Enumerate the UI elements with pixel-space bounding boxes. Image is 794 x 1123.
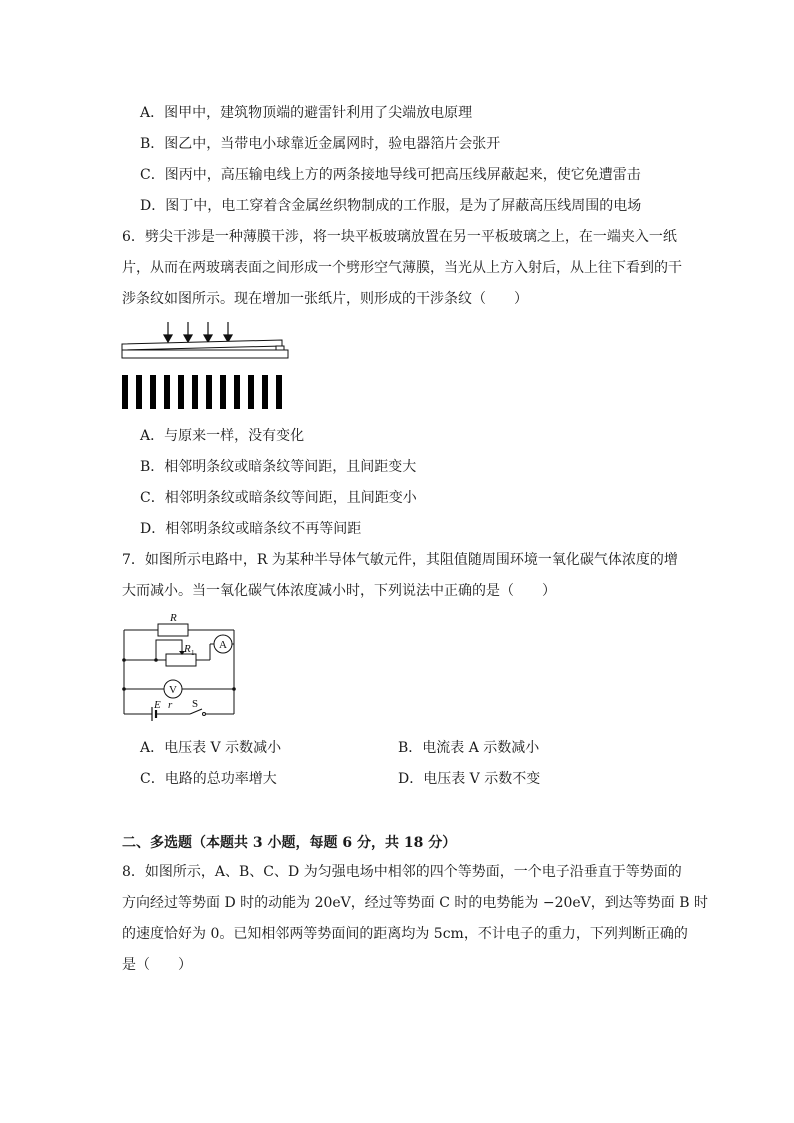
- q7-stem-line-1: 7．如图所示电路中，R 为某种半导体气敏元件，其阻值随周围环境一氧化碳气体浓度的增: [122, 552, 678, 568]
- section-title-multiple-choice: 二、多选题（本题共 3 小题，每题 6 分，共 18 分）: [122, 835, 457, 851]
- circuit-diagram: [118, 610, 243, 722]
- q6-stem-line-2: 片，从而在两玻璃表面之间形成一个劈形空气薄膜，当光从上方入射后，从上往下看到的干: [122, 260, 682, 276]
- interference-fringes: [122, 375, 282, 409]
- q7-option-a: A．电压表 V 示数减小: [140, 740, 282, 756]
- q6-stem-line-1: 6．劈尖干涉是一种薄膜干涉，将一块平板玻璃放置在另一平板玻璃之上，在一端夹入一纸: [122, 229, 677, 245]
- q8-stem-line-1: 8．如图所示，A、B、C、D 为匀强电场中相邻的四个等势面，一个电子沿垂直于等势面的: [122, 864, 682, 880]
- q5-option-a: A．图甲中，建筑物顶端的避雷针利用了尖端放电原理: [140, 105, 473, 121]
- bottom-glass-plate: [122, 350, 288, 358]
- q6-option-b: B．相邻明条纹或暗条纹等间距，且间距变大: [140, 459, 417, 475]
- q7-stem-line-2: 大而减小。当一氧化碳气体浓度减小时，下列说法中正确的是（ ）: [122, 583, 556, 599]
- q6-option-c: C．相邻明条纹或暗条纹等间距，且间距变小: [140, 490, 417, 506]
- resistor-r: [158, 624, 188, 636]
- q5-option-b: B．图乙中，当带电小球靠近金属网时，验电器箔片会张开: [140, 136, 501, 152]
- paper-spacer: [276, 346, 284, 350]
- label-a: A: [219, 639, 227, 651]
- q6-option-d: D．相邻明条纹或暗条纹不再等间距: [140, 521, 362, 537]
- q8-stem-line-4: 是（ ）: [122, 957, 192, 973]
- q5-option-c: C．图丙中，高压输电线上方的两条接地导线可把高压线屏蔽起来，使它免遭雷击: [140, 167, 641, 183]
- q8-stem-line-3: 的速度恰好为 0。已知相邻两等势面间的距离均为 5cm，不计电子的重力，下列判断正确的: [122, 926, 688, 942]
- label-r-internal: r: [168, 699, 173, 711]
- label-e: E: [154, 699, 161, 711]
- label-r: R: [170, 612, 177, 624]
- q5-option-d: D．图丁中，电工穿着含金属丝织物制成的工作服，是为了屏蔽高压线周围的电场: [140, 198, 642, 214]
- top-glass-plate: [122, 340, 282, 350]
- label-r1-sub: 1: [191, 649, 195, 657]
- q8-stem-line-2: 方向经过等势面 D 时的动能为 20eV，经过等势面 C 时的电势能为 −20eV，到达等势面 B 时: [122, 895, 708, 911]
- incident-light-arrows: [164, 322, 232, 342]
- glass-plates: [122, 340, 288, 358]
- wedge-interference-figure: [118, 318, 293, 413]
- label-r1: R: [184, 643, 191, 655]
- q7-option-b: B．电流表 A 示数减小: [398, 740, 540, 756]
- q7-option-c: C．电路的总功率增大: [140, 771, 277, 787]
- label-s: S: [192, 698, 199, 710]
- q7-option-d: D．电压表 V 示数不变: [398, 771, 541, 787]
- q6-stem-line-3: 涉条纹如图所示。现在增加一张纸片，则形成的干涉条纹（ ）: [122, 291, 528, 307]
- q6-option-a: A．与原来一样，没有变化: [140, 428, 305, 444]
- label-v: V: [169, 684, 177, 696]
